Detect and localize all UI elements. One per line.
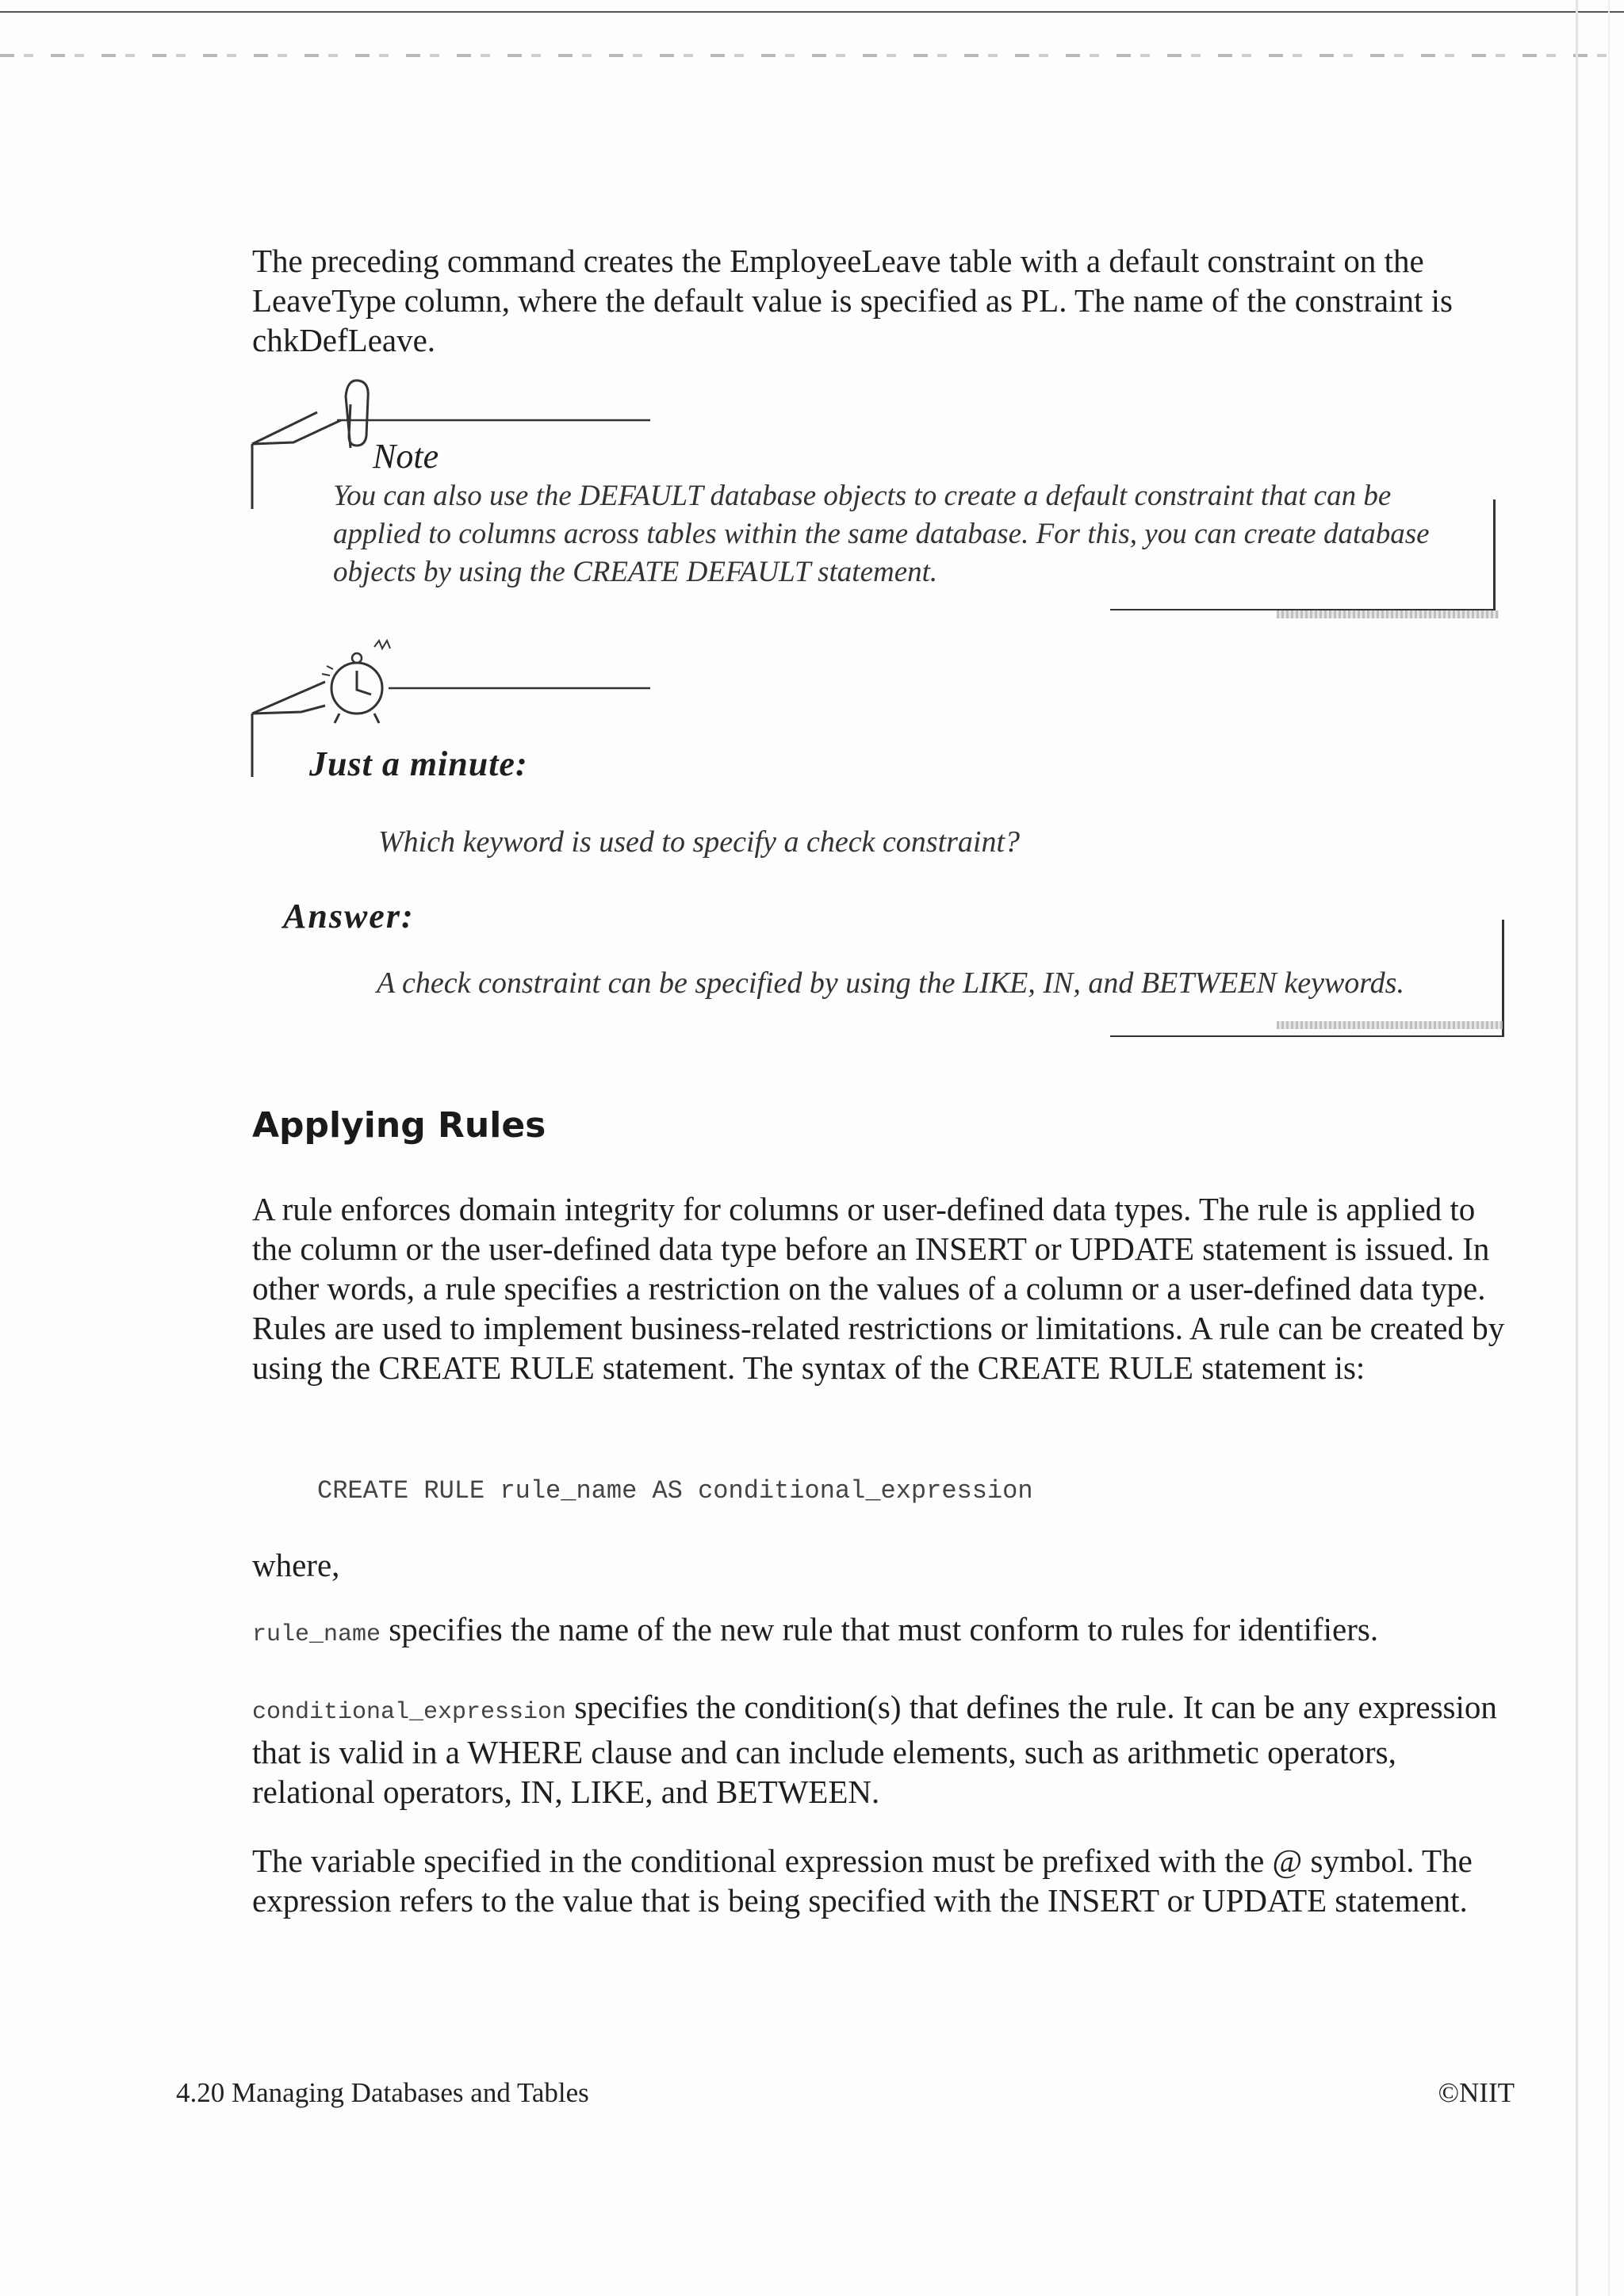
note-shadow xyxy=(1277,610,1499,618)
closing-paragraph: The variable specified in the conditional expression must be prefixed with the @ symbol. The expression refers to the value that is being specified with the INSERT or UPDATE statement. xyxy=(252,1843,1473,1919)
where-label: where, xyxy=(252,1547,340,1583)
definition-term: rule_name xyxy=(252,1621,381,1648)
footer-page-title: 4.20 Managing Databases and Tables xyxy=(176,2077,589,2108)
scan-right-edge-2 xyxy=(1608,0,1610,2296)
just-a-minute-box xyxy=(238,634,1515,1047)
definition-text: specifies the name of the new rule that must conform to rules for identifiers. xyxy=(381,1611,1379,1647)
note-text: You can also use the DEFAULT database objects to create a default constraint that can be applied to columns across tables within the same database. For this, you can create database objects by using the CREATE DEFAULT statement. xyxy=(333,480,1430,588)
section-heading: Applying Rules xyxy=(252,1105,546,1146)
answer-label: Answer: xyxy=(283,897,415,936)
definition-rule-name xyxy=(252,1609,1513,1655)
definition-text: specifies the condition(s) that defines the rule. It can be any expression that is valid in a WHERE clause and can include elements, such as arithmetic operators, relational operators, IN, LIKE, and BETWEEN. xyxy=(252,1689,1497,1810)
answer-text: A check constraint can be specified by using the LIKE, IN, and BETWEEN keywords. xyxy=(377,966,1404,1000)
scan-noise-line xyxy=(0,54,1624,57)
minute-shadow xyxy=(1277,1021,1503,1029)
note-title: Note xyxy=(373,437,439,476)
scan-right-edge xyxy=(1576,0,1578,2296)
note-box xyxy=(238,373,1515,618)
definition-term: conditional_expression xyxy=(252,1699,567,1726)
definition-conditional-expression xyxy=(252,1687,1513,1812)
footer-copyright: ©NIIT xyxy=(1438,2077,1515,2108)
just-a-minute-title: Just a minute: xyxy=(309,744,528,783)
intro-paragraph: The preceding command creates the EmployeeLeave table with a default constraint on the LeaveType column, where the default value is specified as PL. The name of the constraint is chkDefLeave. xyxy=(252,243,1453,358)
syntax-code: CREATE RULE rule_name AS conditional_expression xyxy=(317,1476,1033,1506)
section-paragraph: A rule enforces domain integrity for columns or user-defined data types. The rule is applied to the column or the user-defined data type before an INSERT or UPDATE statement is issued. In other words, a rule specifies a restriction on the values of a column or a user-defined data type. Rules are used to implement business-related restrictions or limitations. A rule can be created by using the CREATE RULE statement. The syntax of the CREATE RULE statement is: xyxy=(252,1191,1505,1386)
question-text: Which keyword is used to specify a check constraint? xyxy=(378,825,1021,859)
note-right-border xyxy=(1493,499,1496,610)
scan-edge-line xyxy=(0,11,1624,13)
minute-right-border xyxy=(1502,920,1504,1037)
minute-bottom-border xyxy=(1110,1035,1504,1037)
